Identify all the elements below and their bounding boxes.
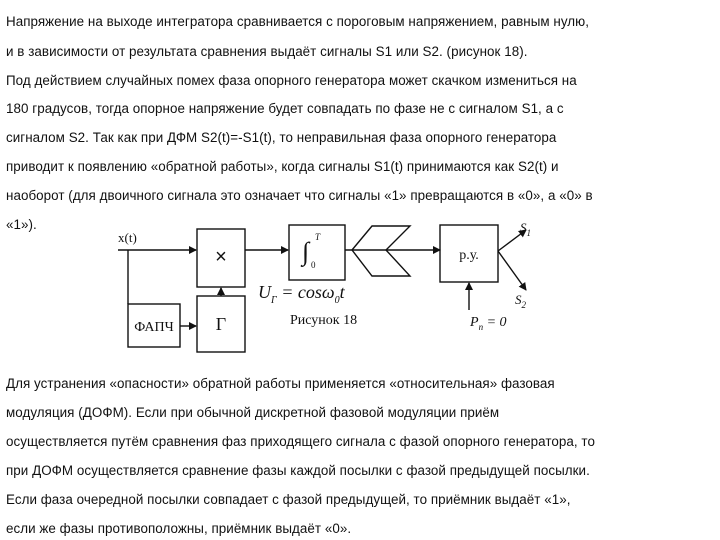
integral-upper-limit: T [315, 232, 321, 242]
input-label: x(t) [118, 230, 137, 245]
text-line: и в зависимости от результата сравнения выдаёт сигналы S1 или S2. (рисунок 18). [6, 44, 528, 59]
text-line: 180 градусов, тогда опорное напряжение будет совпадать по фазе не с сигналом S1, а с [6, 101, 564, 116]
threshold-label: $P_п = 0$ [470, 315, 507, 332]
output-s2-label: $S_2$ [515, 292, 526, 310]
key-symbol [352, 226, 410, 276]
text-line: «1»). [6, 217, 37, 232]
text-line: наоборот (для двоичного сигнала это означает что сигналы «1» превращаются в «0», а «0» в [6, 188, 593, 203]
integral-sign: ∫ [302, 237, 310, 266]
multiplier-symbol: × [215, 246, 227, 268]
text-line: приводит к появлению «обратной работы», когда сигналы S1(t) принимаются как S2(t) и [6, 159, 559, 174]
output-s2-arrow [498, 251, 526, 290]
text-line: при ДОФМ осуществляется сравнение фазы каждой посылки с фазой предыдущей посылки. [6, 463, 590, 478]
block-diagram [0, 218, 720, 358]
decision-label: р.у. [459, 248, 479, 263]
text-line: Если фаза очередной посылки совпадает с фазой предыдущей, то приёмник выдаёт «1», [6, 492, 571, 507]
pll-label: ФАПЧ [134, 320, 174, 335]
text-line: сигналом S2. Так как при ДФМ S2(t)=-S1(t), то неправильная фаза опорного генератора [6, 130, 557, 145]
text-line: модуляция (ДОФМ). Если при обычной дискретной фазовой модуляции приём [6, 405, 500, 420]
text-line: Для устранения «опасности» обратной работы применяется «относительная» фазовая [6, 376, 555, 391]
text-line: если же фазы противоположны, приёмник выдаёт «0». [6, 521, 352, 536]
reference-formula: $U_Г = \cos\omega_0t$ [258, 282, 345, 306]
generator-label: Г [215, 314, 227, 334]
text-line: Напряжение на выходе интегратора сравнивается с пороговым напряжением, равным нулю, [6, 14, 590, 29]
figure-caption: Рисунок 18 [290, 313, 358, 328]
output-s1-label: $S_1$ [520, 220, 531, 238]
text-line: Под действием случайных помех фаза опорного генератора может скачком измениться на [6, 73, 577, 88]
text-line: осуществляется путём сравнения фаз приходящего сигнала с фазой опорного генератора, то [6, 434, 595, 449]
integral-lower-limit: 0 [311, 260, 316, 270]
